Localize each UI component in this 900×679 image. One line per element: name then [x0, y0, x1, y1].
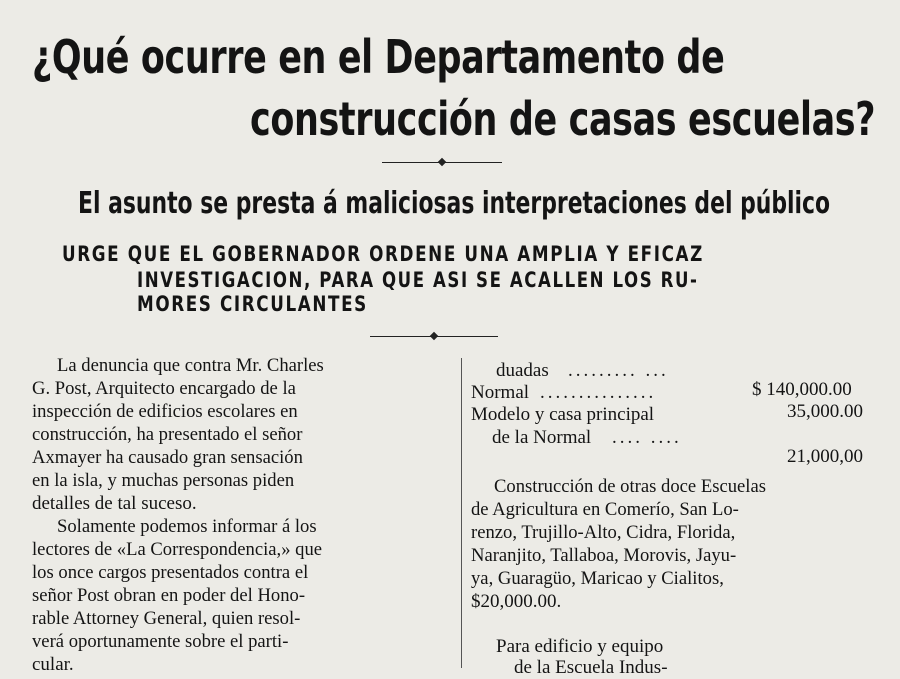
body-line: Para edificio y equipo — [496, 636, 664, 657]
ledger-label: duadas — [496, 360, 549, 381]
body-line: de la Escuela Indus- — [514, 657, 668, 678]
body-line: La denuncia que contra Mr. Charles — [57, 355, 324, 376]
headline-line-1: ¿Qué ocurre en el Departamento de — [32, 30, 725, 84]
ornamental-divider — [370, 336, 498, 337]
body-line: detalles de tal suceso. — [32, 493, 197, 514]
subdeck-line-2: INVESTIGACION, PARA QUE ASI SE ACALLEN LOS RU- — [137, 268, 699, 292]
deck-headline: El asunto se presta á maliciosas interpretaciones del público — [78, 186, 831, 221]
body-line: Solamente podemos informar á los — [57, 516, 317, 537]
ledger-leader: .... .... — [612, 427, 682, 448]
ledger-amount: 35,000.00 — [787, 401, 863, 422]
body-line: verá oportunamente sobre el parti- — [32, 631, 289, 652]
ledger-leader: ......... ... — [568, 360, 669, 381]
headline-line-2: construcción de casas escuelas? — [250, 92, 876, 146]
body-line: cular. — [32, 654, 74, 675]
ledger-leader: ............... — [540, 382, 657, 403]
ledger-label: Normal — [471, 382, 530, 403]
body-line: lectores de «La Correspondencia,» que — [32, 539, 323, 560]
ledger-label: Modelo y casa principal — [471, 404, 655, 425]
subdeck-line-1: URGE QUE EL GOBERNADOR ORDENE UNA AMPLIA Y EFICAZ — [62, 242, 704, 266]
body-line: en la isla, y muchas personas piden — [32, 470, 295, 491]
body-line: ya, Guaragüo, Maricao y Cialitos, — [471, 568, 724, 589]
body-line: $20,000.00. — [471, 591, 562, 612]
body-line: inspección de edificios escolares en — [32, 401, 298, 422]
body-line: renzo, Trujillo-Alto, Cidra, Florida, — [471, 522, 736, 543]
ledger-amount: $ 140,000.00 — [752, 379, 852, 400]
body-line: rable Attorney General, quien resol- — [32, 608, 301, 629]
body-line: Naranjito, Tallaboa, Morovis, Jayu- — [471, 545, 737, 566]
subdeck-line-3: MORES CIRCULANTES — [137, 292, 368, 316]
body-line: Axmayer ha causado gran sensación — [32, 447, 303, 468]
column-divider — [461, 358, 462, 668]
ledger-amount: 21,000,00 — [787, 446, 863, 467]
body-line: construcción, ha presentado el señor — [32, 424, 303, 445]
ornamental-divider — [382, 162, 502, 163]
body-line: Construcción de otras doce Escuelas — [494, 476, 766, 497]
body-line: de Agricultura en Comerío, San Lo- — [471, 499, 739, 520]
body-line: los once cargos presentados contra el — [32, 562, 309, 583]
body-line: señor Post obran en poder del Hono- — [32, 585, 306, 606]
body-line: G. Post, Arquitecto encargado de la — [32, 378, 296, 399]
ledger-label: de la Normal — [492, 427, 592, 448]
